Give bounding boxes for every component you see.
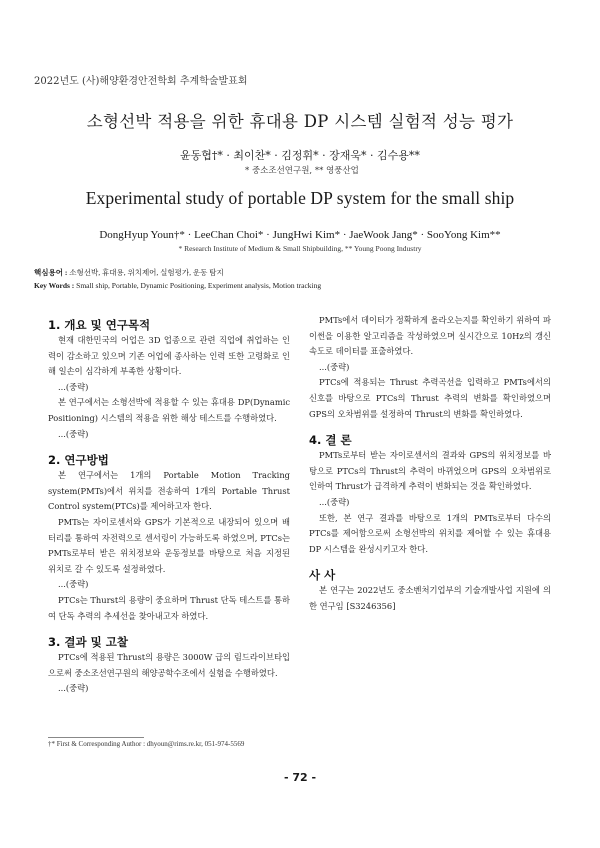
paragraph: PMTs로부터 받는 자이로센서의 결과와 GPS의 위치정보를 바탕으로 PTCs의 Thrust의 추력이 바뀌었으며 GPS의 오차범위로 인하여 Thrust가 급격하게 추력이 변화되는 것을 확인하였다. xyxy=(309,450,551,492)
affiliation-english: * Research Institute of Medium & Small Shipbuilding, ** Young Poong Industry xyxy=(178,244,422,253)
paragraph: 현재 대한민국의 어업은 3D 업종으로 관련 직업에 취업하는 인력이 감소하고 있으며 기존 어업에 종사하는 인력 또한 고령화로 인해 일손이 심각하게 부족한 상황이다. xyxy=(48,335,290,377)
paragraph: PMTs에서 데이터가 정확하게 올라오는지를 확인하기 위하여 파이썬을 이용한 알고리즘을 작성하였으며 실시간으로 10Hz의 갱신속도로 데이터를 표출하였다. xyxy=(309,315,551,357)
affiliation-korean: * 중소조선연구원, ** 영풍산업 xyxy=(245,166,359,176)
right-column xyxy=(309,313,551,615)
keywords-korean xyxy=(34,267,224,278)
paper-title-korean: 소형선박 적용을 위한 휴대용 DP 시스템 실험적 성능 평가 xyxy=(86,112,514,131)
paragraph: PTCs는 Thurst의 용량이 중요하며 Thrust 단독 테스트를 통하여 단독 추력의 추세선을 찾아내고자 하였다. xyxy=(48,594,290,621)
omission-mark: ...(중략) xyxy=(319,361,350,372)
section-heading: 4. 결 론 xyxy=(309,433,352,448)
section-heading: 2. 연구방법 xyxy=(48,453,109,468)
omission-mark: ...(중략) xyxy=(319,496,350,507)
omission-mark: ...(중략) xyxy=(58,428,89,439)
authors-english: DongHyup Youn†* · LeeChan Choi* · JungHwi Kim* · JaeWook Jang* · SooYong Kim** xyxy=(99,229,501,241)
authors-korean: 윤동협†* · 최이찬* · 김정휘* · 장재욱* · 김수용** xyxy=(180,149,420,162)
paragraph: PMTs는 자이로센서와 GPS가 기본적으로 내장되어 있으며 배터리를 통하여 자전력으로 센서링이 가능하도록 하였으며, PTCs는 PMTs로부터 받은 위치정보와 운동정보를 바탕으로 처음 지정된 위치로 갈 수 있도록 설정하였다. xyxy=(48,516,290,574)
paragraph: PTCs에 적용된 Thrust의 용량은 3000W 급의 림드라이브타입으로써 중소조선연구원의 해양공학수조에서 실험을 수행하였다. xyxy=(48,652,290,678)
left-column xyxy=(48,317,290,697)
keywords-english-text: Small ship, Portable, Dynamic Positioning, Experiment analysis, Motion tracking xyxy=(76,281,322,290)
page-number: - 72 - xyxy=(283,771,317,784)
keywords-korean-text: 소형선박, 휴대용, 위치제어, 실험평가, 운동 탐지 xyxy=(69,268,224,277)
omission-mark: ...(중략) xyxy=(58,381,89,392)
section-heading: 3. 결과 및 고찰 xyxy=(48,635,128,650)
section-heading: 사 사 xyxy=(309,568,336,583)
keywords-english-label: Key Words : xyxy=(34,281,75,290)
keywords-korean-label: 핵심용어 : xyxy=(34,268,68,277)
omission-mark: ...(중략) xyxy=(58,683,89,694)
paragraph: 본 연구에서는 소형선박에 적용할 수 있는 휴대용 DP(Dynamic Positioning) 시스템의 적용을 위한 해상 테스트를 수행하였다. xyxy=(48,397,290,423)
keywords-english xyxy=(34,281,321,290)
paper-title-english: Experimental study of portable DP system for the small ship xyxy=(85,188,515,208)
footnote: †* First & Corresponding Author : dhyoun@rims.re.kr, 051-974-5569 xyxy=(48,740,245,748)
paragraph: PTCs에 적용되는 Thrust 추력곡선을 입력하고 PMTs에서의 신호를 바탕으로 PTCs의 Thrust 추력의 변화를 확인하였으며 GPS의 오차범위를 설정하여 Thrust의 변화를 확인하였다. xyxy=(309,377,551,419)
conference-header: 2022년도 (사)해양환경안전학회 추계학술발표회 xyxy=(34,76,248,87)
omission-mark: ...(중략) xyxy=(58,579,89,590)
footnote-divider xyxy=(48,737,144,738)
paragraph: 또한, 본 연구 결과를 바탕으로 1개의 PMTs로부터 다수의 PTCs를 제어함으로써 소형선박의 위치를 제어할 수 있는 휴대용 DP 시스템을 완성시키고자 한다. xyxy=(309,512,551,554)
paragraph: 본 연구에서는 1개의 Portable Motion Tracking system(PMTs)에서 위치를 전송하여 1개의 Portable Thrust Control system(PTCs)를 제어하고자 한다. xyxy=(48,470,290,512)
section-heading: 1. 개요 및 연구목적 xyxy=(48,318,151,332)
acknowledgement: 본 연구는 2022년도 중소벤처기업부의 기술개발사업 지원에 의한 연구임 [S3246356] xyxy=(309,585,551,611)
